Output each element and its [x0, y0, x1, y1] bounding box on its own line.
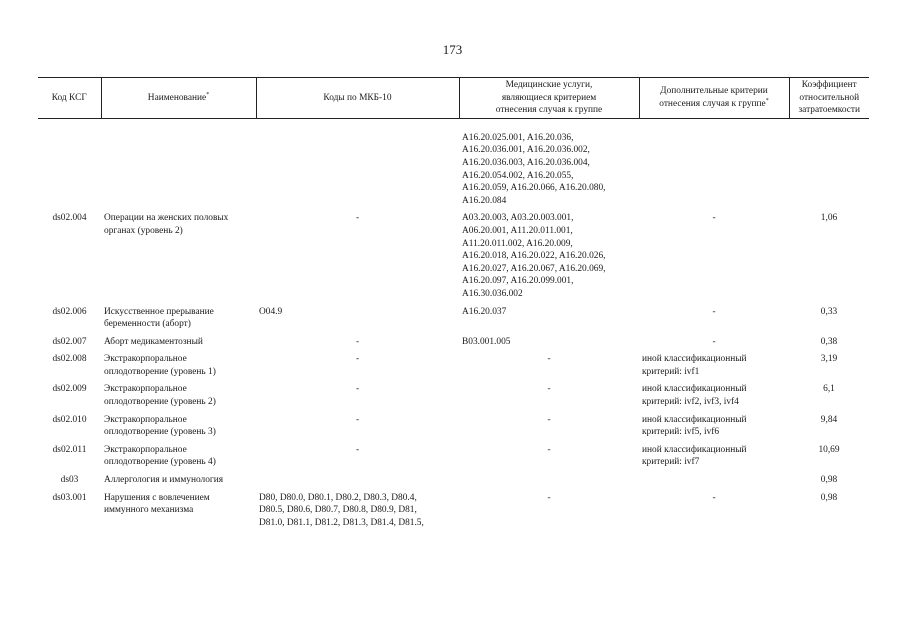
cell-extra: - [712, 213, 716, 224]
cell-extra: - [712, 336, 716, 347]
header-services: Медицинские услуги, являющиеся критерием отнесения случая к группе [459, 78, 639, 119]
table-row [38, 444, 869, 474]
cell-services: - [547, 384, 551, 395]
footnote-mark: * [765, 97, 769, 104]
cell-services [459, 474, 639, 492]
cell-extra: иной классификационный критерий: ivf2, ivf3, ivf4 [642, 384, 747, 408]
cell-coef: 0,38 [820, 336, 838, 347]
cell-name: Нарушения с вовлечением иммунного механизма [104, 492, 210, 516]
cell-name: Экстракорпоральное оплодотворение (уровень 1) [104, 354, 216, 377]
header-code: Код КСГ [38, 78, 101, 119]
cell-icd: - [355, 384, 360, 395]
table-row [38, 492, 869, 535]
cell-services: - [547, 492, 551, 503]
header-coef: Коэффициент относительной затратоемкости [789, 78, 869, 119]
cell-code: ds02.004 [52, 213, 87, 224]
header-name: Наименование* [101, 78, 256, 119]
cell-services: - [547, 414, 551, 425]
table-row [38, 336, 869, 354]
cell-services: - [547, 354, 551, 365]
cell-coef: 9,84 [820, 414, 838, 425]
cell-coef: 1,06 [820, 213, 838, 224]
cell-code: ds02.007 [52, 336, 87, 347]
table-row [38, 212, 869, 305]
cell-code: ds02.010 [52, 414, 87, 425]
cell-coef: 0,33 [820, 306, 838, 317]
cell-coef: 0,98 [820, 492, 838, 503]
cell-extra: - [712, 306, 716, 317]
header-extra: Дополнительные критерии отнесения случая к группе* [639, 78, 789, 119]
ksg-table [38, 77, 869, 534]
cell-icd [256, 118, 459, 212]
cell-code: ds02.006 [52, 306, 87, 317]
table-row [38, 353, 869, 383]
cell-icd: - [355, 354, 360, 365]
cell-icd: O04.9 [259, 306, 283, 317]
cell-name: Операции на женских половых органах (уровень 2) [104, 213, 229, 236]
cell-coef: 0,98 [820, 475, 838, 486]
cell-icd: - [355, 213, 360, 224]
cell-name: Экстракорпоральное оплодотворение (уровень 4) [104, 444, 216, 468]
cell-services: A03.20.003, A03.20.003.001, A06.20.001, A11.20.011.001, A11.20.011.002, A16.20.009, A16.20.018, A16.20.022, A16.20.026, A16.20.027, A16.20.067, A16.20.069, A16.20.097, A16.20.099.001, A16.30.036.002 [462, 213, 606, 299]
cell-code: ds02.008 [52, 354, 87, 365]
cell-coef: 3,19 [820, 354, 838, 365]
cell-code: ds02.011 [52, 444, 87, 455]
cell-code [38, 118, 101, 212]
cell-icd: - [355, 414, 360, 425]
cell-name: Аллергология и иммунология [104, 475, 224, 486]
cell-services: B03.001.005 [462, 336, 511, 347]
cell-extra: иной классификационный критерий: ivf5, ivf6 [642, 414, 747, 438]
cell-icd: D80, D80.0, D80.1, D80.2, D80.3, D80.4, D80.5, D80.6, D80.7, D80.8, D80.9, D81, D81.0, D81.1, D81.2, D81.3, D81.4, D81.5, [259, 492, 424, 528]
cell-services: - [547, 444, 551, 455]
table-row [38, 414, 869, 444]
cell-icd: - [355, 444, 360, 455]
header-icd: Коды по МКБ-10 [256, 78, 459, 119]
cell-coef: 10,69 [818, 444, 840, 455]
cell-extra: иной классификационный критерий: ivf7 [642, 444, 747, 468]
cell-code: ds03.001 [52, 492, 87, 503]
cell-services: A16.20.037 [462, 306, 507, 317]
cell-icd: - [355, 336, 360, 347]
table-row [38, 383, 869, 413]
footnote-mark: * [206, 91, 210, 98]
cell-name [101, 118, 256, 212]
cell-code: ds03 [60, 475, 79, 486]
page-number: 173 [442, 42, 463, 57]
table-row [38, 118, 869, 212]
cell-name: Экстракорпоральное оплодотворение (уровень 2) [104, 384, 216, 408]
cell-name: Экстракорпоральное оплодотворение (уровень 3) [104, 414, 216, 438]
cell-name: Искусственное прерывание беременности (аборт) [104, 306, 214, 330]
cell-name: Аборт медикаментозный [104, 336, 203, 347]
cell-extra: иной классификационный критерий: ivf1 [642, 354, 747, 377]
cell-extra [639, 474, 789, 492]
cell-extra [639, 118, 789, 212]
table-row [38, 474, 869, 492]
cell-coef: 6,1 [823, 384, 835, 395]
table-header-row [38, 78, 869, 119]
cell-icd [256, 474, 459, 492]
cell-extra: - [712, 492, 716, 503]
table-row [38, 306, 869, 336]
cell-code: ds02.009 [52, 384, 87, 395]
cell-services: A16.20.025.001, A16.20.036, A16.20.036.001, A16.20.036.002, A16.20.036.003, A16.20.036.004, A16.20.054.002, A16.20.055, A16.20.059, A16.20.066, A16.20.080, A16.20.084 [462, 132, 606, 206]
cell-coef [789, 118, 869, 212]
